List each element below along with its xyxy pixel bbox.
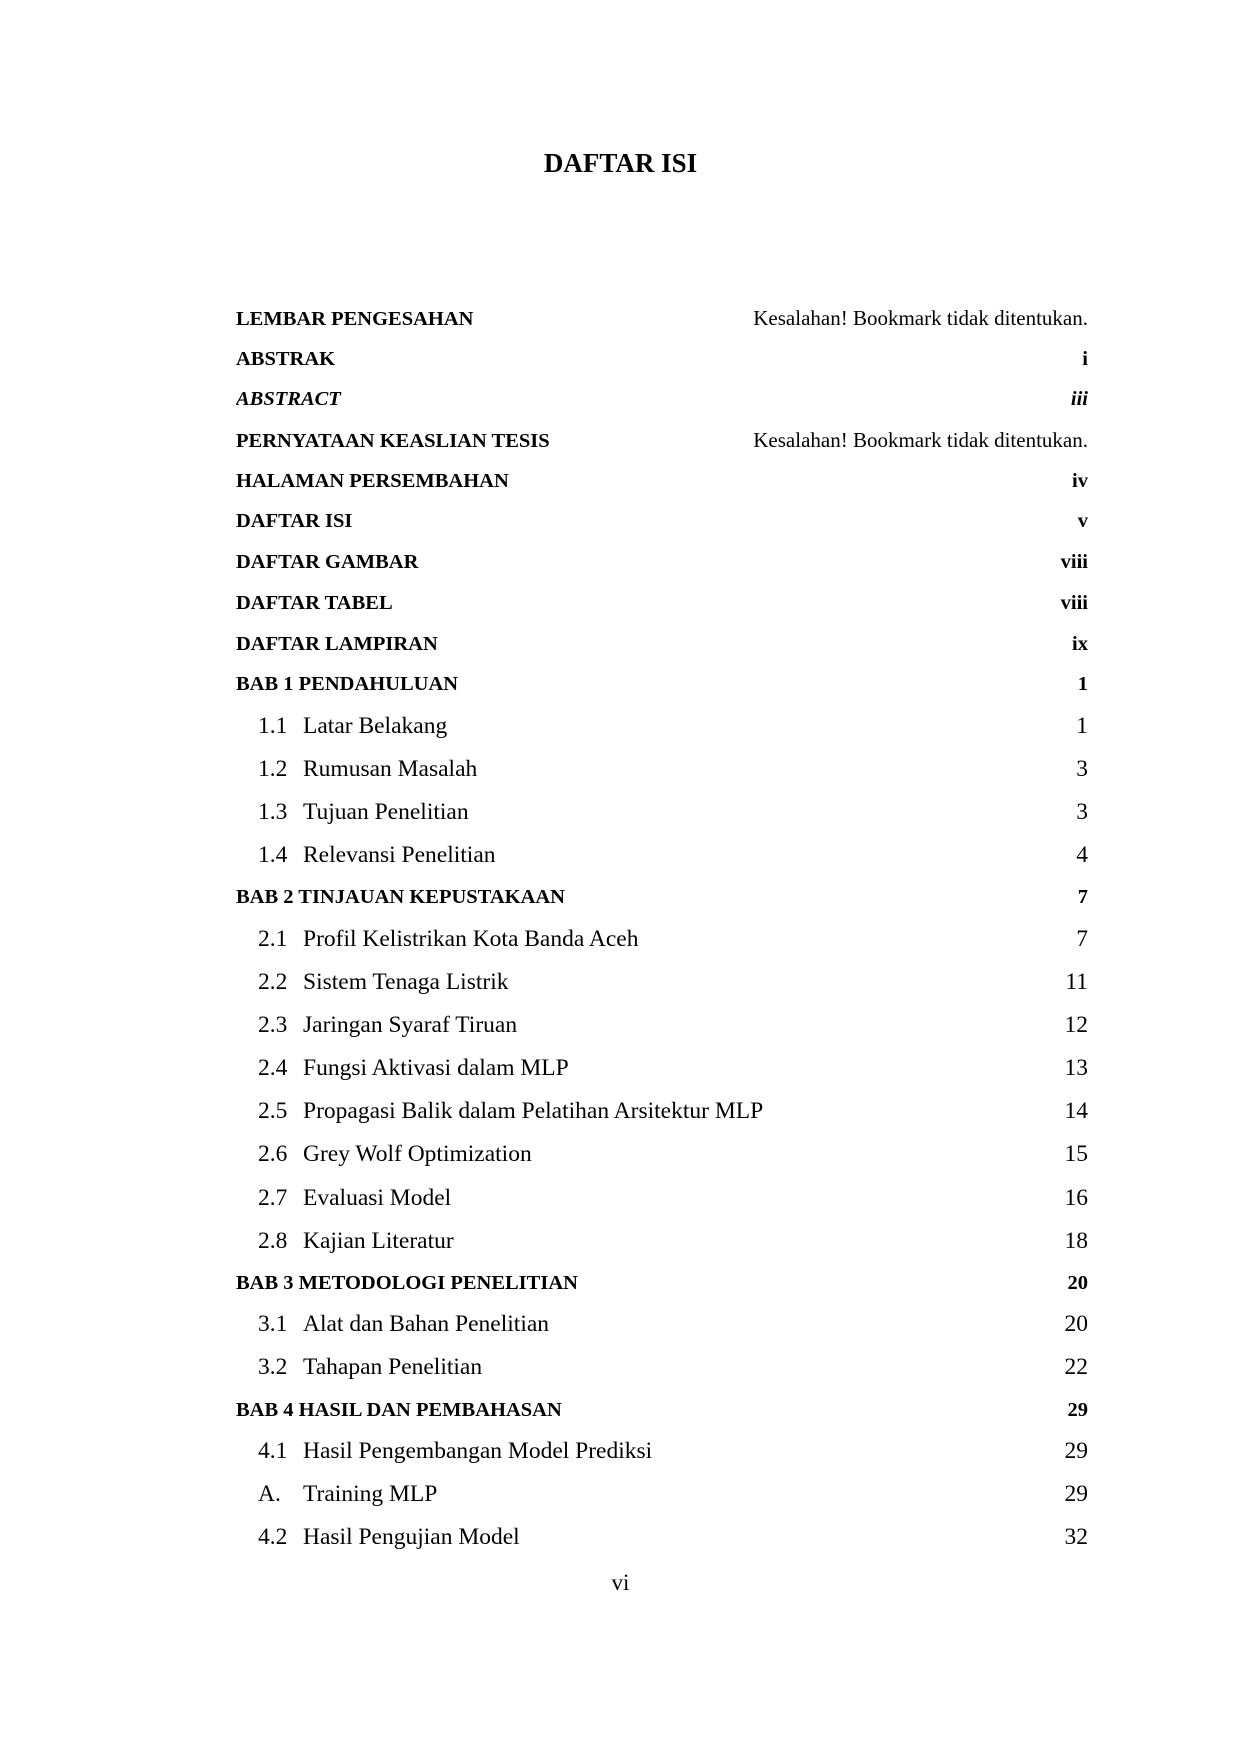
toc-entry-section[interactable]	[236, 748, 1088, 791]
toc-entry-page: ix	[1072, 632, 1088, 655]
dot-leader	[578, 1268, 1066, 1289]
dot-leader	[652, 1435, 1062, 1459]
toc-entry-page: i	[1082, 347, 1088, 370]
toc-entry-label: Tahapan Penelitian	[303, 1354, 483, 1381]
toc-entry-page: 22	[1064, 1354, 1088, 1381]
toc-entry-page: 7	[1076, 925, 1088, 952]
toc-entry-label: DAFTAR ISI	[236, 510, 353, 533]
toc-entry-label: Training MLP	[303, 1481, 438, 1508]
toc-entry-label: DAFTAR LAMPIRAN	[236, 632, 438, 655]
toc-entry-label: PERNYATAAN KEASLIAN TESIS	[236, 430, 550, 453]
toc-entry-chapter[interactable]	[236, 542, 1088, 583]
toc-entry-chapter[interactable]	[236, 664, 1088, 705]
dot-leader	[763, 1095, 1062, 1119]
toc-entry-page: iv	[1072, 469, 1088, 492]
toc-entry-page: 3	[1076, 755, 1088, 782]
toc-entry-page: 12	[1064, 1012, 1088, 1039]
toc-entry-section[interactable]	[236, 961, 1088, 1004]
dot-leader	[482, 1351, 1062, 1375]
toc-entry-number: 3.1	[258, 1311, 288, 1338]
toc-entry-number: 1.4	[258, 842, 288, 869]
dot-leader	[341, 385, 1069, 406]
toc-entry-page: 1	[1077, 673, 1088, 696]
toc-entry-section[interactable]	[236, 1303, 1088, 1346]
dot-leader	[393, 588, 1059, 609]
dot-leader	[438, 629, 1070, 650]
toc-entry-label: Relevansi Penelitian	[303, 842, 496, 869]
toc-entry-section[interactable]	[236, 1473, 1088, 1516]
toc-entry-section[interactable]	[236, 1004, 1088, 1047]
toc-entry-label: BAB 4 HASIL DAN PEMBAHASAN	[236, 1398, 562, 1421]
toc-entry-section[interactable]	[236, 918, 1088, 961]
toc-entry-page: 16	[1064, 1184, 1088, 1211]
toc-entry-section[interactable]	[236, 834, 1088, 877]
toc-entry-label: Fungsi Aktivasi dalam MLP	[303, 1055, 569, 1082]
toc-entry-section[interactable]	[236, 1090, 1088, 1133]
toc-entry-number: 1.1	[258, 712, 288, 739]
toc-entry-page: 20	[1067, 1271, 1088, 1294]
toc-entry-label: Profil Kelistrikan Kota Banda Aceh	[303, 925, 639, 952]
dot-leader	[508, 966, 1063, 990]
toc-entry-page: 14	[1064, 1098, 1088, 1125]
dot-leader	[447, 709, 1074, 733]
toc-entry-page: 29	[1064, 1438, 1088, 1465]
dot-leader	[352, 507, 1075, 528]
page-title: DAFTAR ISI	[543, 148, 698, 178]
dot-leader	[451, 1181, 1062, 1205]
dot-leader	[335, 344, 1080, 365]
dot-leader	[454, 1224, 1063, 1248]
dot-leader	[473, 305, 751, 326]
toc-entry-number: 2.8	[258, 1227, 288, 1254]
toc-entry-page: viii	[1060, 591, 1088, 614]
toc-entry-label: Sistem Tenaga Listrik	[303, 969, 509, 996]
dot-leader	[520, 1521, 1063, 1545]
toc-entry-label: Grey Wolf Optimization	[303, 1141, 532, 1168]
toc-entry-page: 1	[1076, 712, 1088, 739]
bookmark-error-text: Kesalahan! Bookmark tidak ditentukan.	[753, 306, 1088, 330]
toc-entry-number: 2.6	[258, 1141, 288, 1168]
toc-entry-page: 29	[1067, 1398, 1088, 1421]
dot-leader	[550, 427, 752, 448]
toc-entry-label: Kajian Literatur	[303, 1227, 454, 1254]
toc-entry-label: DAFTAR TABEL	[236, 591, 393, 614]
toc-entry-number: 2.4	[258, 1055, 288, 1082]
toc-entry-number: 1.3	[258, 799, 288, 826]
toc-entry-number: 2.2	[258, 969, 288, 996]
dot-leader	[458, 670, 1076, 691]
dot-leader	[496, 839, 1075, 863]
toc-entry-number: 4.1	[258, 1438, 288, 1465]
toc-entry-section[interactable]	[236, 1430, 1088, 1473]
dot-leader	[638, 922, 1074, 946]
table-of-contents	[236, 298, 1088, 1560]
toc-entry-label: DAFTAR GAMBAR	[236, 551, 419, 574]
toc-entry-label: Alat dan Bahan Penelitian	[303, 1311, 550, 1338]
toc-entry-number: 2.1	[258, 925, 288, 952]
toc-entry-page: 7	[1077, 886, 1088, 909]
toc-entry-label: Propagasi Balik dalam Pelatihan Arsitektur MLP	[303, 1098, 764, 1125]
toc-entry-chapter[interactable]	[236, 624, 1088, 665]
toc-entry-label: BAB 2 TINJAUAN KEPUSTAKAAN	[236, 886, 565, 909]
toc-entry-chapter[interactable]	[236, 877, 1088, 918]
dot-leader	[437, 1478, 1062, 1502]
toc-entry-label: Jaringan Syaraf Tiruan	[303, 1012, 518, 1039]
toc-entry-label: Tujuan Penelitian	[303, 799, 469, 826]
toc-entry-number: 2.3	[258, 1012, 288, 1039]
toc-entry-section[interactable]	[236, 1516, 1088, 1559]
toc-entry-chapter[interactable]	[236, 298, 1088, 339]
toc-entry-chapter[interactable]	[236, 420, 1088, 461]
toc-entry-chapter[interactable]	[236, 501, 1088, 542]
toc-entry-section[interactable]	[236, 1346, 1088, 1389]
dot-leader	[477, 752, 1074, 776]
toc-entry-section[interactable]	[236, 1177, 1088, 1220]
toc-entry-page: iii	[1070, 388, 1088, 411]
toc-entry-page: 3	[1076, 799, 1088, 826]
toc-entry-page: 18	[1064, 1227, 1088, 1254]
toc-entry-chapter[interactable]	[236, 1390, 1088, 1431]
toc-entry-chapter[interactable]	[236, 583, 1088, 624]
toc-entry-number: A.	[258, 1481, 281, 1508]
toc-entry-page: 32	[1064, 1524, 1088, 1551]
toc-entry-label: Hasil Pengujian Model	[303, 1524, 520, 1551]
toc-entry-label: Hasil Pengembangan Model Prediksi	[303, 1438, 653, 1465]
toc-entry-page: 11	[1065, 969, 1088, 996]
toc-entry-page: 4	[1076, 842, 1088, 869]
toc-entry-page: 20	[1064, 1311, 1088, 1338]
toc-entry-number: 3.2	[258, 1354, 288, 1381]
dot-leader	[509, 466, 1070, 487]
toc-entry-page: viii	[1060, 551, 1088, 574]
toc-entry-label: Latar Belakang	[303, 712, 448, 739]
toc-entry-label: BAB 3 METODOLOGI PENELITIAN	[236, 1271, 578, 1294]
toc-entry-section[interactable]	[236, 1220, 1088, 1263]
toc-entry-label: BAB 1 PENDAHULUAN	[236, 673, 459, 696]
toc-entry-number: 1.2	[258, 755, 288, 782]
toc-entry-chapter[interactable]	[236, 379, 1088, 420]
toc-entry-label: ABSTRACT	[236, 388, 341, 411]
toc-entry-label: Rumusan Masalah	[303, 755, 478, 782]
toc-entry-chapter[interactable]	[236, 1263, 1088, 1304]
toc-entry-page: 29	[1064, 1481, 1088, 1508]
toc-entry-section[interactable]	[236, 1133, 1088, 1176]
dot-leader	[532, 1138, 1063, 1162]
bookmark-error-text: Kesalahan! Bookmark tidak ditentukan.	[753, 428, 1088, 453]
dot-leader	[562, 1395, 1066, 1416]
toc-entry-section[interactable]	[236, 791, 1088, 834]
toc-entry-section[interactable]	[236, 705, 1088, 748]
toc-entry-number: 2.7	[258, 1184, 288, 1211]
toc-entry-label: ABSTRAK	[236, 347, 336, 370]
dot-leader	[569, 1052, 1063, 1076]
toc-entry-page: 15	[1064, 1141, 1088, 1168]
toc-entry-number: 4.2	[258, 1524, 288, 1551]
dot-leader	[469, 796, 1075, 820]
toc-entry-page: v	[1077, 510, 1088, 533]
toc-entry-number: 2.5	[258, 1098, 288, 1125]
dot-leader	[418, 548, 1058, 569]
toc-entry-chapter[interactable]	[236, 461, 1088, 502]
toc-entry-label: LEMBAR PENGESAHAN	[236, 308, 474, 330]
toc-entry-label: Evaluasi Model	[303, 1184, 452, 1211]
toc-entry-section[interactable]	[236, 1047, 1088, 1090]
toc-entry-page: 13	[1064, 1055, 1088, 1082]
dot-leader	[549, 1308, 1062, 1332]
toc-entry-label: HALAMAN PERSEMBAHAN	[236, 469, 509, 492]
dot-leader	[565, 883, 1076, 904]
page-number: vi	[611, 1570, 630, 1595]
toc-entry-chapter[interactable]	[236, 339, 1088, 380]
dot-leader	[517, 1009, 1062, 1033]
